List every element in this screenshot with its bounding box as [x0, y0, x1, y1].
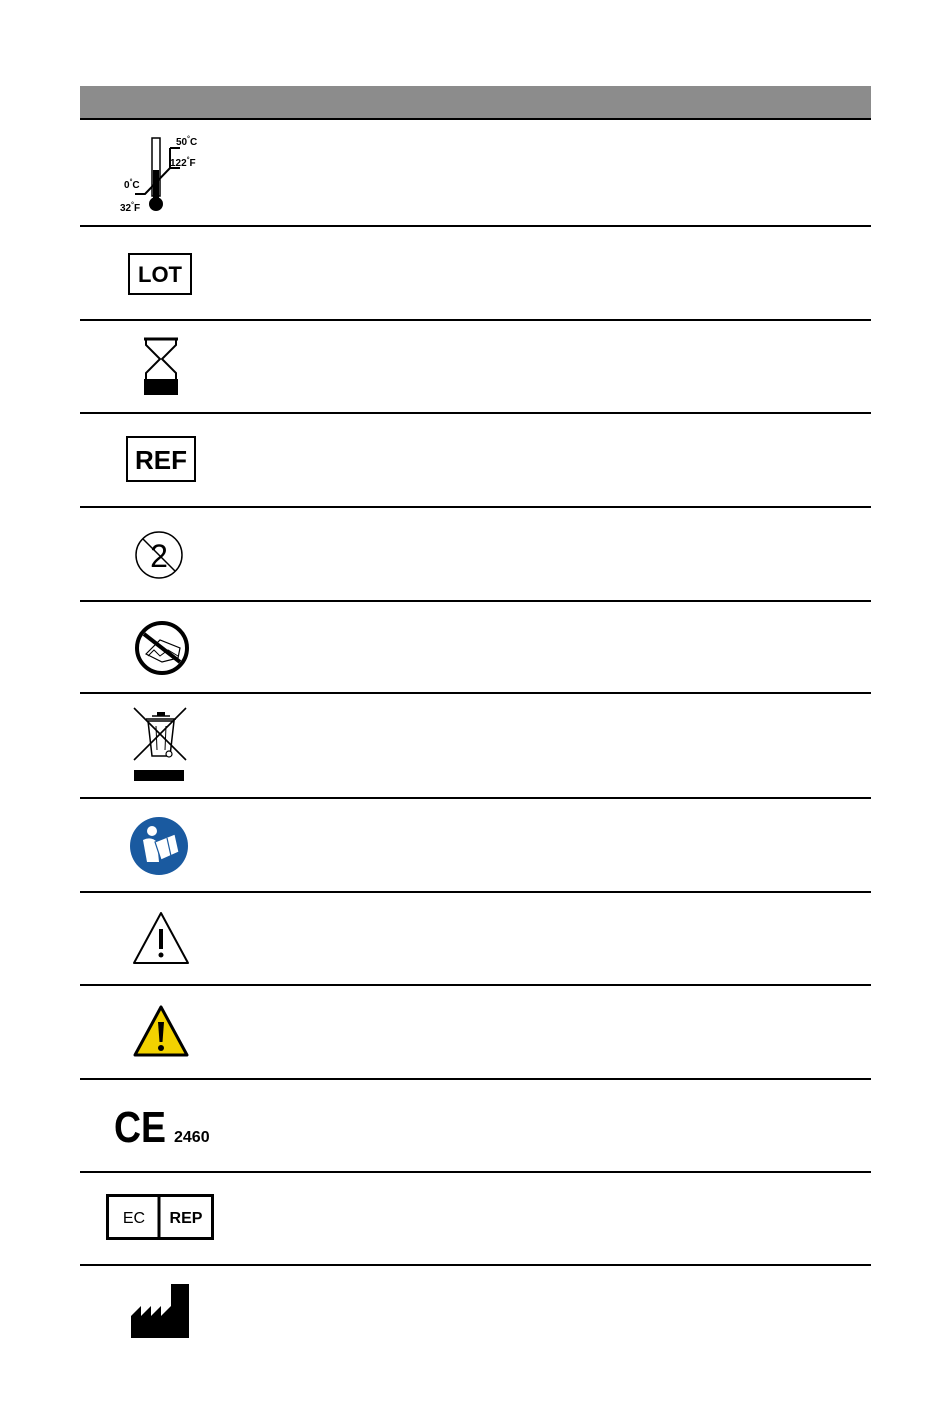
svg-text:32°F: 32°F	[120, 202, 141, 214]
svg-text:2460: 2460	[174, 1129, 210, 1146]
description-cell	[240, 508, 871, 600]
table-row	[80, 602, 871, 694]
symbol-cell	[80, 1080, 240, 1171]
symbol-cell	[80, 414, 240, 506]
description-cell	[240, 602, 871, 692]
table-row	[80, 986, 871, 1080]
table-row	[80, 321, 871, 414]
svg-text:122°F: 122°F	[170, 157, 196, 169]
manufacturer-icon	[130, 1282, 192, 1340]
table-row	[80, 508, 871, 602]
weee-disposal-icon	[132, 706, 190, 784]
description-cell	[240, 120, 871, 225]
svg-text:2: 2	[150, 538, 168, 574]
description-cell	[240, 414, 871, 506]
do-not-reuse-icon	[134, 530, 184, 580]
symbol-cell	[80, 1266, 240, 1366]
description-cell	[240, 694, 871, 797]
eu-representative-icon	[106, 1194, 214, 1240]
svg-text:50°C: 50°C	[176, 136, 198, 148]
table-row	[80, 694, 871, 799]
symbol-cell	[80, 799, 240, 891]
description-cell	[240, 1173, 871, 1264]
warning-icon	[132, 1004, 190, 1058]
table-row	[80, 1266, 871, 1366]
symbol-cell	[80, 602, 240, 692]
description-cell	[240, 799, 871, 891]
symbol-cell	[80, 227, 240, 319]
table-row	[80, 414, 871, 508]
svg-text:EC: EC	[122, 1210, 146, 1227]
symbol-cell	[80, 321, 240, 412]
svg-text:REF: REF	[135, 445, 187, 475]
description-cell	[240, 986, 871, 1078]
table-row	[80, 893, 871, 986]
table-row	[80, 1080, 871, 1173]
ce-mark-icon	[114, 1103, 214, 1152]
description-cell	[240, 1080, 871, 1171]
caution-icon	[132, 911, 190, 965]
svg-text:0°C: 0°C	[124, 179, 140, 191]
description-cell	[240, 1266, 871, 1366]
table-row	[80, 120, 871, 227]
temperature-limit-icon	[118, 134, 208, 216]
symbol-cell	[80, 120, 240, 225]
description-cell	[240, 227, 871, 319]
symbol-cell	[80, 986, 240, 1078]
symbol-cell	[80, 694, 240, 797]
symbol-cell	[80, 893, 240, 984]
svg-text:LOT: LOT	[138, 262, 182, 287]
description-cell	[240, 321, 871, 412]
consult-instructions-icon	[129, 816, 189, 876]
do-not-use-if-damaged-icon	[134, 620, 190, 676]
symbol-cell	[80, 1173, 240, 1264]
table-row	[80, 227, 871, 321]
lot-number-icon	[128, 253, 192, 295]
use-by-date-icon	[142, 337, 180, 397]
catalogue-number-icon	[126, 436, 196, 482]
svg-text:CE: CE	[114, 1103, 166, 1152]
svg-text:REP: REP	[169, 1210, 203, 1227]
table-row	[80, 799, 871, 893]
description-cell	[240, 893, 871, 984]
table-row	[80, 1173, 871, 1266]
symbol-cell	[80, 508, 240, 600]
table-header	[80, 86, 871, 120]
